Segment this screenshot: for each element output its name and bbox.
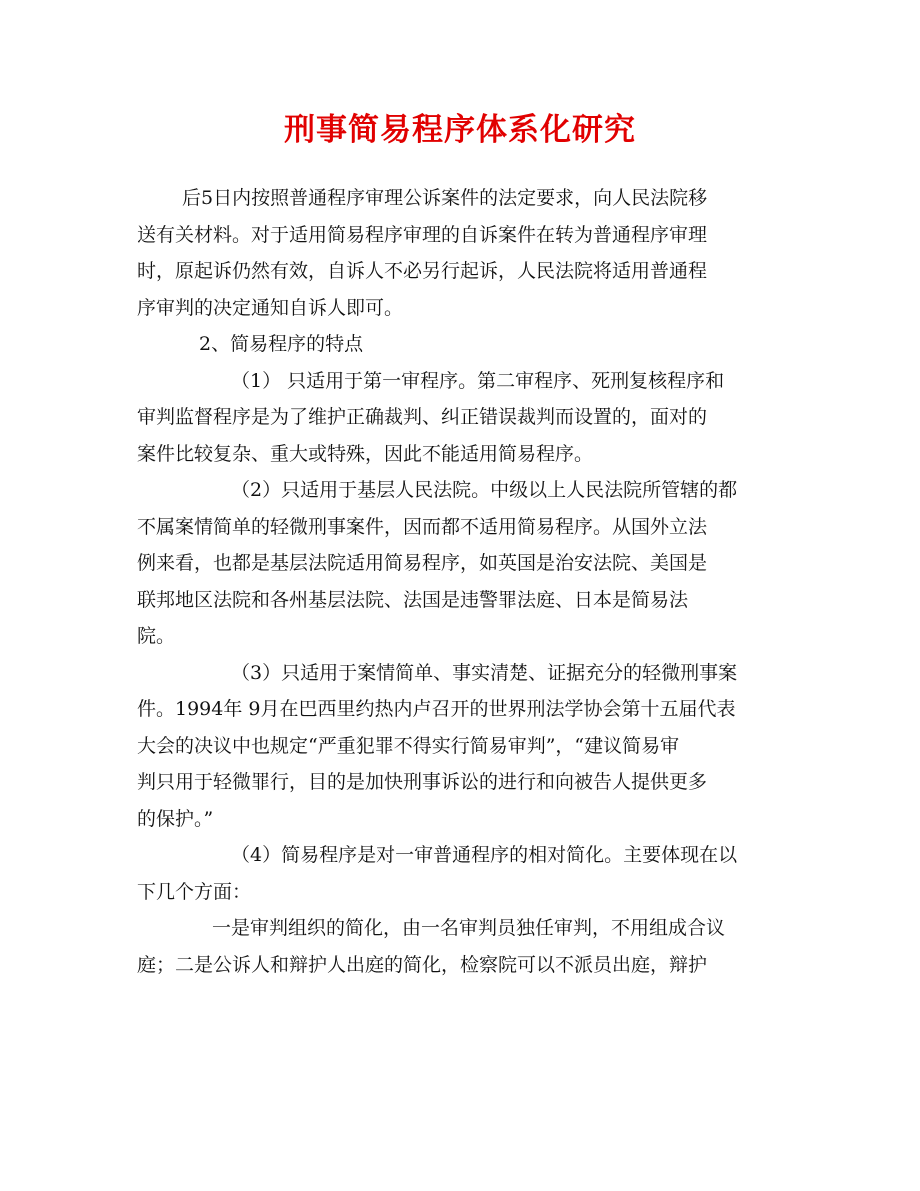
paragraph-line: 时，原起诉仍然有效，自诉人不必另行起诉，人民法院将适用普通程 <box>137 260 708 282</box>
paragraph-line: 不属案情简单的轻微刑事案件，因而都不适用简易程序。从国外立法 <box>137 515 708 538</box>
paragraph-line: 后5日内按照普通程序审理公诉案件的法定要求，向人民法院移 <box>182 187 708 209</box>
paragraph-line: （4）简易程序是对一审普通程序的相对简化。主要体现在以 <box>231 844 738 866</box>
paragraph-line: 一是审判组织的简化，由一名审判员独任审判，不用组成合议 <box>212 917 726 939</box>
paragraph-line: 联邦地区法院和各州基层法院、法国是违警罪法庭、日本是简易法 <box>137 588 689 611</box>
document-title: 刑事简易程序体系化研究 <box>284 112 636 148</box>
document-body <box>137 180 783 983</box>
paragraph-line: 序审判的决定通知自诉人即可。 <box>137 296 404 319</box>
section-heading: 2、简易程序的特点 <box>199 333 364 355</box>
paragraph-line: 院。 <box>137 625 176 647</box>
paragraph-line: （2）只适用于基层人民法院。中级以上人民法院所管辖的都 <box>231 479 738 501</box>
paragraph-line: 例来看，也都是基层法院适用简易程序，如英国是治安法院、美国是 <box>137 552 708 574</box>
paragraph-line: （3）只适用于案情简单、事实清楚、证据充分的轻微刑事案 <box>231 661 738 684</box>
paragraph-line: 的保护。” <box>137 807 214 830</box>
paragraph-line: 案件比较复杂、重大或特殊，因此不能适用简易程序。 <box>137 442 594 465</box>
paragraph-line: 下几个方面： <box>137 880 252 903</box>
paragraph-line: 件。1994年 9月在巴西里约热内卢召开的世界刑法学协会第十五届代表 <box>137 698 736 720</box>
paragraph-line: 判只用于轻微罪行，目的是加快刑事诉讼的进行和向被告人提供更多 <box>137 771 708 793</box>
paragraph-line: 审判监督程序是为了维护正确裁判、纠正错误裁判而设置的，面对的 <box>137 406 708 428</box>
paragraph-line: 送有关材料。对于适用简易程序审理的自诉案件在转为普通程序审理 <box>137 223 708 246</box>
paragraph-line: （1） 只适用于第一审程序。第二审程序、死刑复核程序和 <box>231 369 725 392</box>
paragraph-line: 庭；二是公诉人和辩护人出庭的简化，检察院可以不派员出庭，辩护 <box>137 953 708 976</box>
paragraph-line: 大会的决议中也规定“严重犯罪不得实行简易审判”，“建议简易审 <box>137 734 680 757</box>
